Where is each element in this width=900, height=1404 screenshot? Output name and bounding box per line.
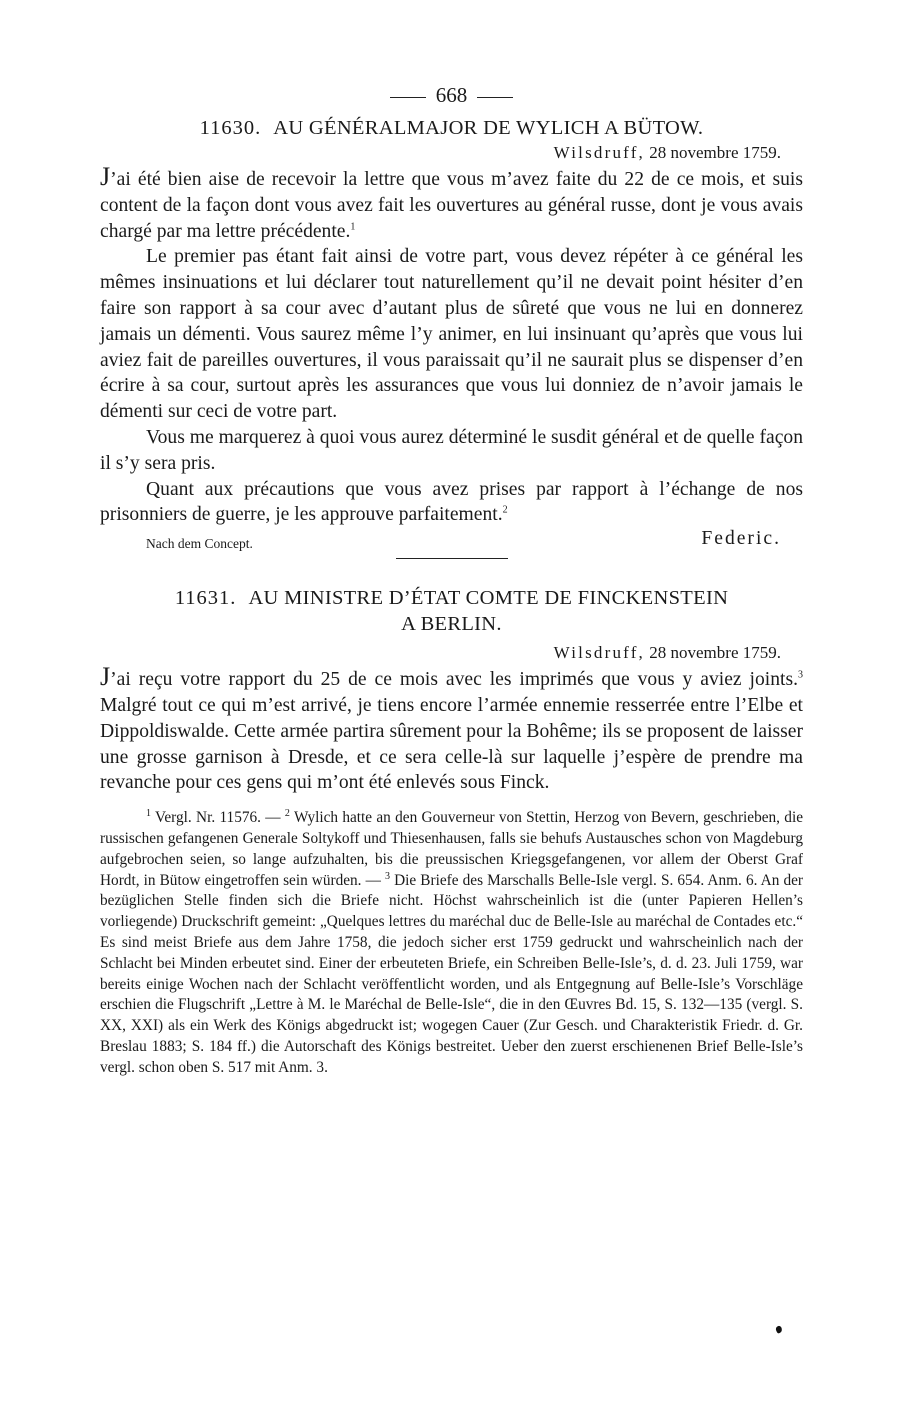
letter-date-text: 28 novembre 1759. [649, 643, 781, 663]
footnote-ref: 3 [798, 669, 803, 681]
footnote-ref: 1 [350, 221, 356, 233]
paragraph-text: ’ai été bien aise de recevoir la lettre que vous m’avez faite du 22 de ce mois, et suis content de la façon dont vous avez fait les ouvertures au général russe, dont je vous avais chargé par ma lettre précédente. [100, 169, 803, 242]
paragraph-text: Malgré tout ce qui m’est arrivé, je tiens encore l’armée ennemie resserrée entre l’Elbe et Dippoldiswalde. Cette armée partira sûrement pour la Bohême; ils se proposent de laisser une grosse garnison à Dresde, et ce sera celle-là sur laquelle j’espère de prendre ma revanche pour ces gens qui m’ont été enlevés sous Finck. [100, 694, 803, 794]
page-header [100, 78, 803, 112]
letter-number: 11630. [199, 117, 262, 139]
header-dash-right [477, 97, 513, 98]
signature: Federic. [701, 528, 781, 550]
footnote-2: Wylich hatte an den Gouverneur von Stettin, Herzog von Bevern, geschrieben, die russischen gefangenen Generale Soltykoff und Thiesenhausen, falls sie behufs Austausches schon von Magdeburg aufgebrochen seien, so lange aufzuhalten, bis die preussischen Kriegsgefangenen, vor allem der Oberst Graf Hordt, in Bütow eingetroffen sein würden. — [100, 809, 803, 889]
heading-line-1 [100, 585, 803, 611]
paragraph-text: ’ai reçu votre rapport du 25 de ce mois avec les imprimés que vous y aviez joints. [110, 669, 798, 691]
letter-number: 11631. [174, 587, 237, 610]
footnote-1: Vergl. Nr. 11576. — [155, 809, 281, 827]
letter-date [100, 641, 781, 665]
letter-recipient: AU GÉNÉRALMAJOR DE WYLICH A BÜTOW. [273, 117, 704, 139]
letter-heading [100, 115, 803, 141]
page-number: 668 [435, 83, 468, 107]
ink-mark [775, 1325, 783, 1334]
footnote-mark: 3 [385, 870, 391, 882]
footnotes [100, 808, 803, 1078]
letter-paragraph [100, 162, 803, 244]
letter-recipient: AU MINISTRE D’ÉTAT COMTE DE FINCKENSTEIN [248, 587, 729, 610]
initial-letter: J [100, 662, 111, 692]
signature-line [100, 528, 803, 556]
letter-date-text: 28 novembre 1759. [649, 143, 781, 162]
letter-place: Wilsdruff, [553, 643, 646, 663]
letter-paragraph [100, 477, 803, 529]
footnote-mark: 2 [284, 808, 290, 820]
footnote-mark: 1 [146, 808, 151, 820]
section-divider [396, 558, 508, 559]
header-dash-left [390, 97, 426, 98]
letter-date [100, 141, 781, 165]
letter-paragraph: Le premier pas étant fait ainsi de votre part, vous devez répéter à ce général les mêmes insinuations et lui déclarer tout naturellement qu’il ne devait point hésiter d’en faire son rapport à sa cour avec d’autant plus de sûreté que vous ne lui en donnerez jamais un démenti. Vous saurez même l’y animer, en lui insinuant qu’après que vous lui aviez fait de pareilles ouvertures, il vous paraissait qu’il ne saurait plus se dispenser d’en écrire à sa cour, surtout après les assurances que vous lui donniez de n’avoir jamais le démenti sur ceci de votre part. [100, 246, 803, 423]
book-page [100, 78, 803, 1079]
source-note: Nach dem Concept. [146, 536, 253, 552]
letter-place: Wilsdruff, [553, 143, 646, 162]
letter-heading [100, 585, 803, 637]
footnote-3: Die Briefe des Marschalls Belle-Isle vergl. S. 654. Anm. 6. An der bezüglichen Stelle finden sich die Briefe nicht. Höchst wahrscheinlich ist die (unter Papieren Hellen’s vorliegende) Druckschrift gemeint: „Quelques lettres du maréchal duc de Belle-Isle au maréchal de Contades etc.“ Es sind meist Briefe aus dem Jahre 1758, die jedoch sicher erst 1759 gedruckt und wahrscheinlich nach der Schlacht bei Minden erbeutet sind. Einer der erbeuteten Briefe, ein Schreiben Belle-Isle’s, d. d. 23. Juli 1759, war bereits einige Wochen nach der Schlacht veröffentlicht worden, und als Entgegnung auf Belle-Isle’s Vorschläge erschien die Flugschrift „Lettre à M. le Maréchal de Belle-Isle“, die in den Œuvres Bd. 15, S. 132—135 (vergl. S. XX, XXI) als ein Werk des Königs abgedruckt ist; wogegen Cauer (Zur Gesch. und Charakteristik Friedr. d. Gr. Breslau 1883; S. 184 ff.) die Autorschaft des Königs bestreitet. Ueber den zuerst erschienenen Brief Belle-Isle’s vergl. schon oben S. 517 mit Anm. 3. [100, 871, 803, 1076]
footnote-ref: 2 [502, 504, 508, 516]
heading-line-2: A BERLIN. [401, 613, 502, 636]
paragraph-text: Quant aux précautions que vous avez prises par rapport à l’échange de nos prisonniers de guerre, je les approuve parfaitement. [100, 478, 803, 526]
letter-paragraph [100, 662, 803, 796]
initial-letter: J [100, 162, 111, 191]
letter-paragraph: Vous me marquerez à quoi vous aurez déterminé le susdit général et de quelle façon il s’y sera pris. [100, 426, 803, 474]
